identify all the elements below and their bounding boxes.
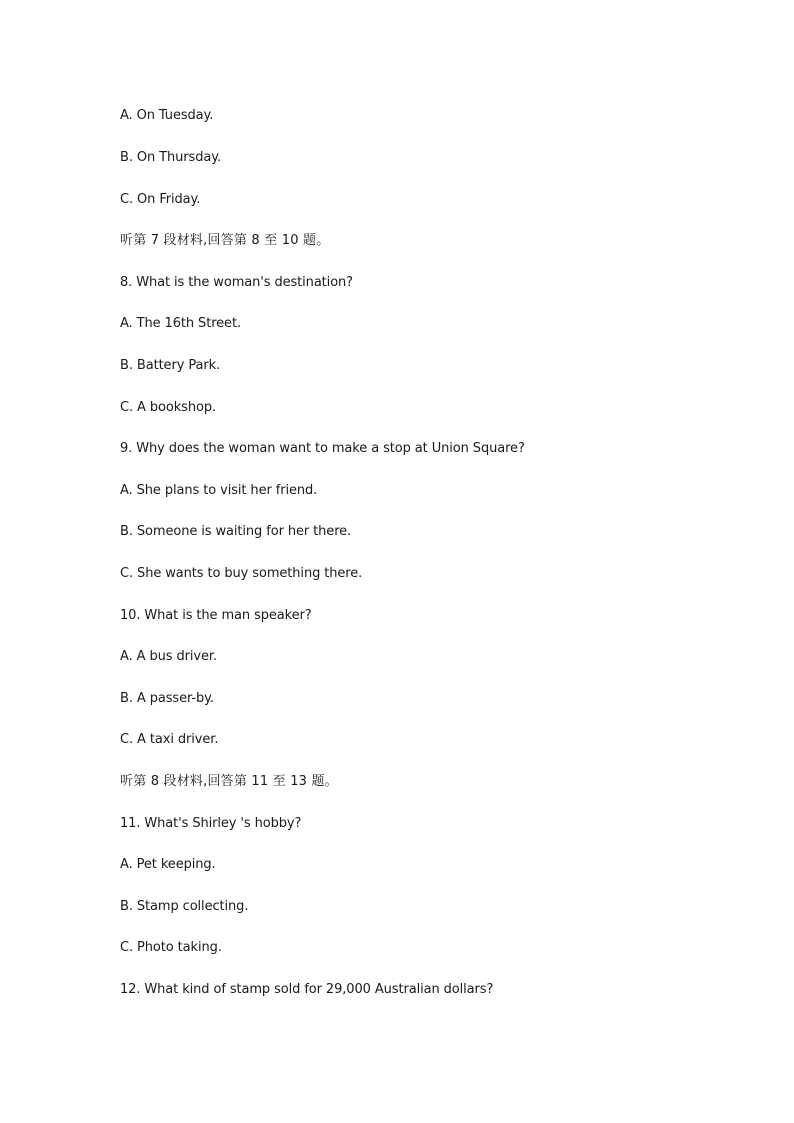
question-10: 10. What is the man speaker? bbox=[120, 608, 312, 623]
option-7b: B. On Thursday. bbox=[120, 150, 222, 165]
option-7c: C. On Friday. bbox=[120, 192, 201, 207]
option-11c: C. Photo taking. bbox=[120, 940, 222, 955]
option-9c: C. She wants to buy something there. bbox=[120, 566, 363, 581]
option-7a: A. On Tuesday. bbox=[120, 108, 214, 123]
question-8: 8. What is the woman's destination? bbox=[120, 275, 353, 290]
option-11b: B. Stamp collecting. bbox=[120, 899, 249, 914]
option-10b: B. A passer-by. bbox=[120, 691, 214, 706]
section-heading-7: 听第 7 段材料,回答第 8 至 10 题。 bbox=[120, 233, 330, 248]
section-heading-8: 听第 8 段材料,回答第 11 至 13 题。 bbox=[120, 774, 338, 789]
option-10c: C. A taxi driver. bbox=[120, 732, 219, 747]
option-8c: C. A bookshop. bbox=[120, 400, 217, 415]
option-8a: A. The 16th Street. bbox=[120, 316, 241, 331]
option-11a: A. Pet keeping. bbox=[120, 857, 216, 872]
option-9a: A. She plans to visit her friend. bbox=[120, 483, 318, 498]
option-9b: B. Someone is waiting for her there. bbox=[120, 524, 352, 539]
option-10a: A. A bus driver. bbox=[120, 649, 217, 664]
question-9: 9. Why does the woman want to make a stop at Union Square? bbox=[120, 441, 525, 456]
question-12: 12. What kind of stamp sold for 29,000 Australian dollars? bbox=[120, 982, 494, 997]
question-11: 11. What's Shirley 's hobby? bbox=[120, 816, 302, 831]
option-8b: B. Battery Park. bbox=[120, 358, 221, 373]
